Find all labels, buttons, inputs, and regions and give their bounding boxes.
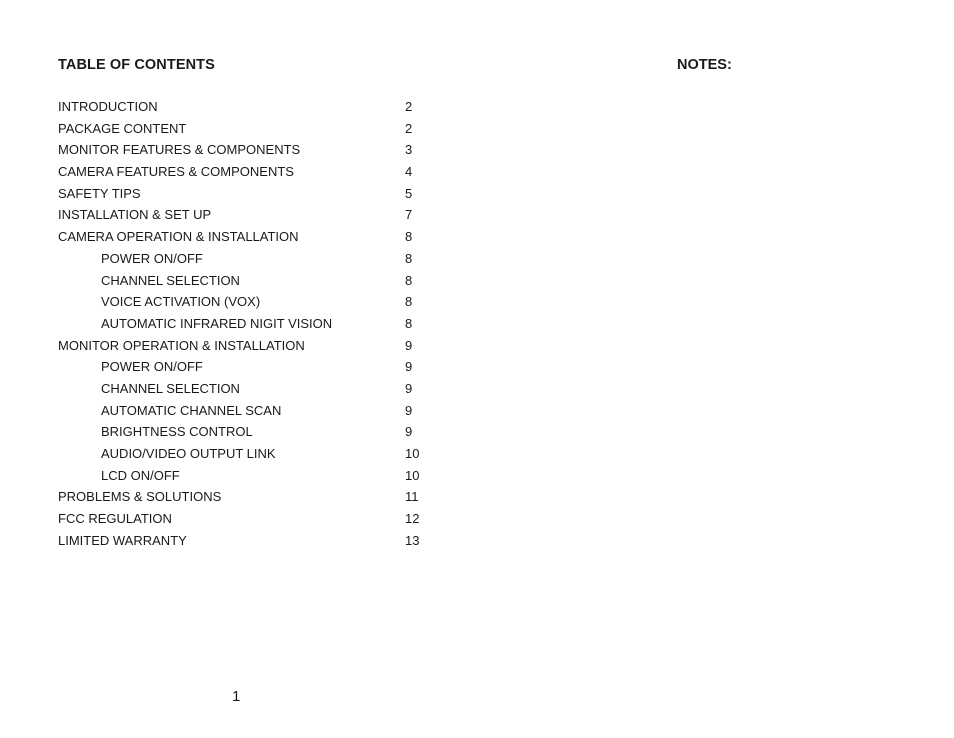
toc-entry-label: SAFETY TIPS [58,185,141,201]
toc-entry-label: CHANNEL SELECTION [101,272,240,288]
toc-entry [58,161,438,183]
toc-entry-page: 9 [405,380,413,396]
toc-entry-page: 11 [405,489,419,505]
page-number: 1 [232,688,241,705]
toc-entry-label: PROBLEMS & SOLUTIONS [58,489,222,505]
toc-entry-page: 9 [405,359,413,375]
toc-subentry [58,443,438,465]
toc-entry-page: 9 [405,424,413,440]
toc-entry-page: 8 [405,294,413,310]
toc-subentry [58,270,438,292]
toc-entry [58,530,438,552]
toc-entry-label: AUTOMATIC CHANNEL SCAN [101,402,282,418]
toc-entry-page: 8 [405,229,413,245]
toc-entry [58,226,438,248]
toc-entry [58,96,438,118]
toc-entry [58,118,438,140]
toc-entry-label: CAMERA OPERATION & INSTALLATION [58,229,299,245]
toc-entry-page: 2 [405,99,413,114]
toc-entry-label: LIMITED WARRANTY [58,532,187,548]
notes-heading: NOTES: [677,57,732,73]
toc-subentry [58,400,438,422]
toc-heading: TABLE OF CONTENTS [58,57,215,73]
toc-entry [58,486,438,508]
toc-entry-page: 8 [405,250,413,266]
toc-entry [58,183,438,205]
toc-entry [58,335,438,357]
toc-subentry [58,378,438,400]
toc-entry [58,508,438,530]
toc-entry-label: CHANNEL SELECTION [101,380,240,396]
toc-entry-page: 7 [405,207,413,223]
toc-entry-page: 2 [405,120,413,136]
toc-subentry [58,248,438,270]
toc-entry-page: 9 [405,402,413,418]
toc-subentry [58,291,438,313]
toc-entry-label: LCD ON/OFF [101,467,180,483]
toc-subentry [58,421,438,443]
toc-entry-page: 12 [405,511,420,527]
toc-entry-page: 10 [405,467,420,483]
toc-entry [58,139,438,161]
toc-entry-label: MONITOR OPERATION & INSTALLATION [58,337,305,353]
toc-entry-label: PACKAGE CONTENT [58,120,187,136]
toc-entry-page: 13 [405,532,420,548]
toc-entry-page: 5 [405,185,413,201]
toc-entry [58,204,438,226]
toc-entry-page: 10 [405,446,420,461]
toc-entry-page: 8 [405,272,413,288]
toc-entry-page: 4 [405,164,413,180]
toc-entry-label: POWER ON/OFF [101,359,203,375]
table-of-contents [58,96,438,551]
toc-entry-label: MONITOR FEATURES & COMPONENTS [58,142,301,158]
toc-entry-label: AUTOMATIC INFRARED NIGIT VISION [101,315,333,331]
toc-subentry [58,356,438,378]
toc-entry-label: POWER ON/OFF [101,250,203,266]
toc-subentry [58,313,438,335]
toc-entry-page: 3 [405,142,413,158]
toc-entry-page: 9 [405,337,413,353]
toc-entry-label: INTRODUCTION [58,99,158,114]
toc-entry-page: 8 [405,315,413,331]
toc-entry-label: INSTALLATION & SET UP [58,207,212,223]
toc-entry-label: FCC REGULATION [58,511,172,527]
toc-subentry [58,465,438,487]
toc-entry-label: VOICE ACTIVATION (VOX) [101,294,261,310]
toc-entry-label: BRIGHTNESS CONTROL [101,424,253,440]
toc-entry-label: AUDIO/VIDEO OUTPUT LINK [101,446,276,461]
toc-entry-label: CAMERA FEATURES & COMPONENTS [58,164,294,180]
